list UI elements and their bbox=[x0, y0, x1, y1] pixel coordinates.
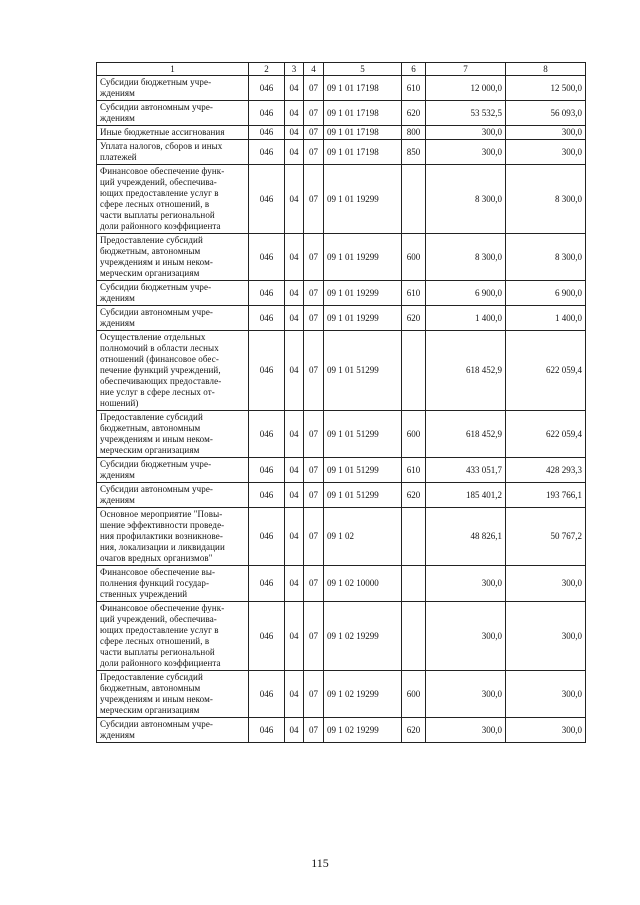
target-article-cell: 09 1 01 51299 bbox=[324, 411, 402, 458]
table-row bbox=[97, 411, 586, 458]
amount-year1-cell: 300,0 bbox=[426, 671, 506, 718]
table-row bbox=[97, 671, 586, 718]
expense-type-cell: 600 bbox=[402, 234, 426, 281]
item-name-cell: Финансовое обеспечение функ- ций учреждений, обеспечива- ющих предоставление услуг в сфере лесных отношений, в части выплаты региональной доли районного коэффициента bbox=[97, 602, 249, 671]
item-name-cell: Субсидии бюджетным учре- ждениям bbox=[97, 458, 249, 483]
target-article-cell: 09 1 01 51299 bbox=[324, 331, 402, 411]
ministry-code-cell: 046 bbox=[249, 331, 285, 411]
header-row bbox=[97, 63, 586, 76]
subsection-cell: 07 bbox=[304, 126, 324, 140]
ministry-code-cell: 046 bbox=[249, 126, 285, 140]
ministry-code-cell: 046 bbox=[249, 483, 285, 508]
section-cell: 04 bbox=[285, 165, 304, 234]
ministry-code-cell: 046 bbox=[249, 602, 285, 671]
column-header: 2 bbox=[249, 63, 285, 76]
item-name-cell: Субсидии бюджетным учре- ждениям bbox=[97, 76, 249, 101]
column-header: 8 bbox=[506, 63, 586, 76]
amount-year2-cell: 300,0 bbox=[506, 140, 586, 165]
table-row bbox=[97, 101, 586, 126]
target-article-cell: 09 1 02 19299 bbox=[324, 671, 402, 718]
target-article-cell: 09 1 01 19299 bbox=[324, 165, 402, 234]
column-header: 1 bbox=[97, 63, 249, 76]
section-cell: 04 bbox=[285, 140, 304, 165]
ministry-code-cell: 046 bbox=[249, 101, 285, 126]
section-cell: 04 bbox=[285, 566, 304, 602]
target-article-cell: 09 1 02 19299 bbox=[324, 602, 402, 671]
ministry-code-cell: 046 bbox=[249, 458, 285, 483]
budget-table bbox=[96, 62, 586, 743]
amount-year2-cell: 300,0 bbox=[506, 602, 586, 671]
ministry-code-cell: 046 bbox=[249, 234, 285, 281]
item-name-cell: Предоставление субсидий бюджетным, автономным учреждениям и иным неком- мерческим организациям bbox=[97, 234, 249, 281]
amount-year2-cell: 8 300,0 bbox=[506, 165, 586, 234]
subsection-cell: 07 bbox=[304, 411, 324, 458]
subsection-cell: 07 bbox=[304, 234, 324, 281]
expense-type-cell bbox=[402, 331, 426, 411]
section-cell: 04 bbox=[285, 331, 304, 411]
item-name-cell: Субсидии автономным учре- ждениям bbox=[97, 718, 249, 743]
amount-year1-cell: 300,0 bbox=[426, 602, 506, 671]
item-name-cell: Субсидии автономным учре- ждениям bbox=[97, 306, 249, 331]
section-cell: 04 bbox=[285, 458, 304, 483]
amount-year1-cell: 300,0 bbox=[426, 718, 506, 743]
item-name-cell: Основное мероприятие "Повы- шение эффективности проведе- ния профилактики возникнове- ния, локализации и ликвидации очагов вредных организмов" bbox=[97, 508, 249, 566]
amount-year2-cell: 12 500,0 bbox=[506, 76, 586, 101]
subsection-cell: 07 bbox=[304, 101, 324, 126]
amount-year1-cell: 185 401,2 bbox=[426, 483, 506, 508]
subsection-cell: 07 bbox=[304, 165, 324, 234]
target-article-cell: 09 1 01 17198 bbox=[324, 126, 402, 140]
table-row bbox=[97, 458, 586, 483]
expense-type-cell: 600 bbox=[402, 671, 426, 718]
amount-year1-cell: 53 532,5 bbox=[426, 101, 506, 126]
item-name-cell: Субсидии автономным учре- ждениям bbox=[97, 101, 249, 126]
target-article-cell: 09 1 01 51299 bbox=[324, 458, 402, 483]
amount-year1-cell: 618 452,9 bbox=[426, 411, 506, 458]
section-cell: 04 bbox=[285, 483, 304, 508]
item-name-cell: Финансовое обеспечение вы- полнения функций государ- ственных учреждений bbox=[97, 566, 249, 602]
target-article-cell: 09 1 02 19299 bbox=[324, 718, 402, 743]
subsection-cell: 07 bbox=[304, 671, 324, 718]
amount-year2-cell: 193 766,1 bbox=[506, 483, 586, 508]
section-cell: 04 bbox=[285, 101, 304, 126]
amount-year2-cell: 300,0 bbox=[506, 671, 586, 718]
expense-type-cell: 800 bbox=[402, 126, 426, 140]
section-cell: 04 bbox=[285, 602, 304, 671]
section-cell: 04 bbox=[285, 234, 304, 281]
expense-type-cell: 610 bbox=[402, 76, 426, 101]
item-name-cell: Предоставление субсидий бюджетным, автономным учреждениям и иным неком- мерческим организациям bbox=[97, 411, 249, 458]
amount-year1-cell: 1 400,0 bbox=[426, 306, 506, 331]
ministry-code-cell: 046 bbox=[249, 306, 285, 331]
amount-year1-cell: 12 000,0 bbox=[426, 76, 506, 101]
amount-year1-cell: 618 452,9 bbox=[426, 331, 506, 411]
expense-type-cell bbox=[402, 602, 426, 671]
subsection-cell: 07 bbox=[304, 718, 324, 743]
subsection-cell: 07 bbox=[304, 458, 324, 483]
subsection-cell: 07 bbox=[304, 602, 324, 671]
ministry-code-cell: 046 bbox=[249, 566, 285, 602]
section-cell: 04 bbox=[285, 671, 304, 718]
amount-year1-cell: 433 051,7 bbox=[426, 458, 506, 483]
table-row bbox=[97, 718, 586, 743]
amount-year2-cell: 622 059,4 bbox=[506, 411, 586, 458]
table-row bbox=[97, 76, 586, 101]
section-cell: 04 bbox=[285, 126, 304, 140]
amount-year1-cell: 300,0 bbox=[426, 140, 506, 165]
section-cell: 04 bbox=[285, 76, 304, 101]
ministry-code-cell: 046 bbox=[249, 671, 285, 718]
amount-year1-cell: 48 826,1 bbox=[426, 508, 506, 566]
amount-year1-cell: 300,0 bbox=[426, 566, 506, 602]
page-number: 115 bbox=[311, 856, 329, 870]
ministry-code-cell: 046 bbox=[249, 411, 285, 458]
amount-year2-cell: 622 059,4 bbox=[506, 331, 586, 411]
column-header: 6 bbox=[402, 63, 426, 76]
ministry-code-cell: 046 bbox=[249, 281, 285, 306]
subsection-cell: 07 bbox=[304, 140, 324, 165]
expense-type-cell: 610 bbox=[402, 281, 426, 306]
section-cell: 04 bbox=[285, 306, 304, 331]
expense-type-cell: 850 bbox=[402, 140, 426, 165]
table-body bbox=[97, 76, 586, 743]
ministry-code-cell: 046 bbox=[249, 718, 285, 743]
table-row bbox=[97, 566, 586, 602]
amount-year2-cell: 300,0 bbox=[506, 126, 586, 140]
target-article-cell: 09 1 01 51299 bbox=[324, 483, 402, 508]
amount-year1-cell: 8 300,0 bbox=[426, 234, 506, 281]
table-row bbox=[97, 140, 586, 165]
item-name-cell: Финансовое обеспечение функ- ций учреждений, обеспечива- ющих предоставление услуг в сфере лесных отношений, в части выплаты региональной доли районного коэффициента bbox=[97, 165, 249, 234]
amount-year2-cell: 8 300,0 bbox=[506, 234, 586, 281]
table-row bbox=[97, 281, 586, 306]
table-row bbox=[97, 234, 586, 281]
target-article-cell: 09 1 02 10000 bbox=[324, 566, 402, 602]
amount-year1-cell: 300,0 bbox=[426, 126, 506, 140]
amount-year2-cell: 6 900,0 bbox=[506, 281, 586, 306]
section-cell: 04 bbox=[285, 508, 304, 566]
column-header: 3 bbox=[285, 63, 304, 76]
column-header: 5 bbox=[324, 63, 402, 76]
subsection-cell: 07 bbox=[304, 508, 324, 566]
target-article-cell: 09 1 01 19299 bbox=[324, 281, 402, 306]
target-article-cell: 09 1 02 bbox=[324, 508, 402, 566]
table-row bbox=[97, 165, 586, 234]
subsection-cell: 07 bbox=[304, 331, 324, 411]
amount-year2-cell: 428 293,3 bbox=[506, 458, 586, 483]
amount-year1-cell: 8 300,0 bbox=[426, 165, 506, 234]
section-cell: 04 bbox=[285, 411, 304, 458]
item-name-cell: Субсидии автономным учре- ждениям bbox=[97, 483, 249, 508]
expense-type-cell: 600 bbox=[402, 411, 426, 458]
subsection-cell: 07 bbox=[304, 483, 324, 508]
expense-type-cell bbox=[402, 508, 426, 566]
subsection-cell: 07 bbox=[304, 306, 324, 331]
amount-year2-cell: 50 767,2 bbox=[506, 508, 586, 566]
expense-type-cell bbox=[402, 165, 426, 234]
section-cell: 04 bbox=[285, 281, 304, 306]
subsection-cell: 07 bbox=[304, 76, 324, 101]
table-row bbox=[97, 331, 586, 411]
table-row bbox=[97, 602, 586, 671]
table-row bbox=[97, 126, 586, 140]
target-article-cell: 09 1 01 17198 bbox=[324, 101, 402, 126]
amount-year1-cell: 6 900,0 bbox=[426, 281, 506, 306]
target-article-cell: 09 1 01 17198 bbox=[324, 140, 402, 165]
expense-type-cell: 620 bbox=[402, 718, 426, 743]
table-row bbox=[97, 306, 586, 331]
ministry-code-cell: 046 bbox=[249, 76, 285, 101]
amount-year2-cell: 56 093,0 bbox=[506, 101, 586, 126]
section-cell: 04 bbox=[285, 718, 304, 743]
target-article-cell: 09 1 01 19299 bbox=[324, 234, 402, 281]
expense-type-cell: 620 bbox=[402, 306, 426, 331]
subsection-cell: 07 bbox=[304, 566, 324, 602]
column-header: 4 bbox=[304, 63, 324, 76]
expense-type-cell: 620 bbox=[402, 101, 426, 126]
item-name-cell: Уплата налогов, сборов и иных платежей bbox=[97, 140, 249, 165]
column-header: 7 bbox=[426, 63, 506, 76]
expense-type-cell bbox=[402, 566, 426, 602]
table-row bbox=[97, 483, 586, 508]
target-article-cell: 09 1 01 17198 bbox=[324, 76, 402, 101]
table-row bbox=[97, 508, 586, 566]
item-name-cell: Осуществление отдельных полномочий в области лесных отношений (финансовое обес- печение функций учреждений, обеспечивающих предоставле- ние услуг в сфере лесных от- ношений) bbox=[97, 331, 249, 411]
ministry-code-cell: 046 bbox=[249, 140, 285, 165]
target-article-cell: 09 1 01 19299 bbox=[324, 306, 402, 331]
expense-type-cell: 620 bbox=[402, 483, 426, 508]
amount-year2-cell: 300,0 bbox=[506, 718, 586, 743]
item-name-cell: Иные бюджетные ассигнования bbox=[97, 126, 249, 140]
expense-type-cell: 610 bbox=[402, 458, 426, 483]
subsection-cell: 07 bbox=[304, 281, 324, 306]
ministry-code-cell: 046 bbox=[249, 508, 285, 566]
amount-year2-cell: 300,0 bbox=[506, 566, 586, 602]
item-name-cell: Предоставление субсидий бюджетным, автономным учреждениям и иным неком- мерческим организациям bbox=[97, 671, 249, 718]
ministry-code-cell: 046 bbox=[249, 165, 285, 234]
item-name-cell: Субсидии бюджетным учре- ждениям bbox=[97, 281, 249, 306]
amount-year2-cell: 1 400,0 bbox=[506, 306, 586, 331]
